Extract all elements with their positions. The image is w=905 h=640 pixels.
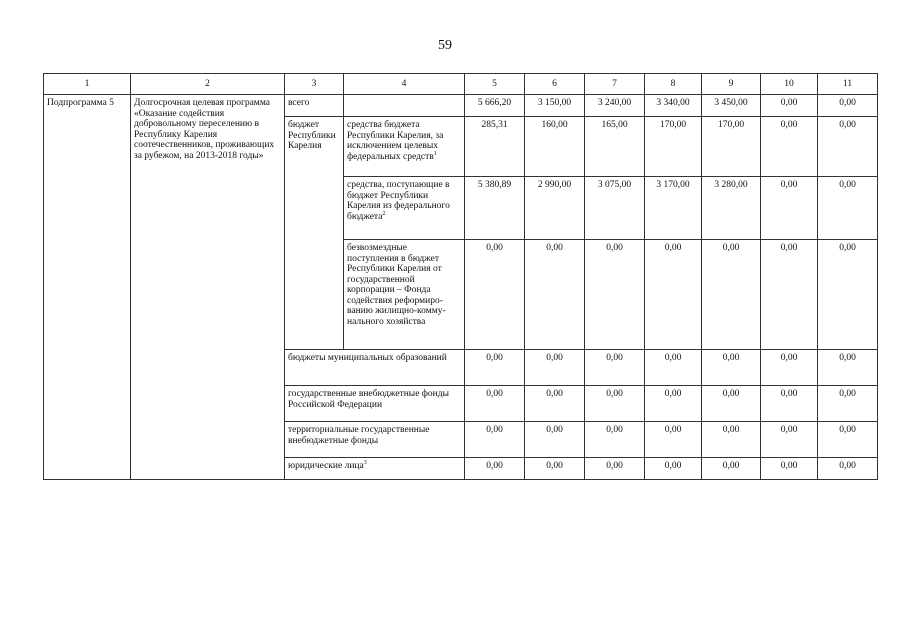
value-cell: 0,00	[525, 458, 585, 480]
program-name: Долгосрочная целевая программа «Оказание содействия добровольному переселению в Республику Карелия соотечественников, проживающих за рубежом, на 2013-2018 годы»	[131, 95, 285, 480]
value-cell: 0,00	[525, 240, 585, 350]
row-sublabel: средства, поступающие в бюджет Республики Карелия из федерального бюджета$^2$	[344, 177, 465, 240]
value-cell: 0,00	[818, 240, 878, 350]
value-cell: 0,00	[761, 458, 818, 480]
value-cell: 3 150,00	[525, 95, 585, 117]
value-cell: 0,00	[525, 422, 585, 458]
value-cell: 285,31	[465, 117, 525, 177]
value-cell: 0,00	[585, 386, 645, 422]
value-cell: 0,00	[645, 350, 702, 386]
program-funding-table	[43, 73, 878, 480]
value-cell: 0,00	[465, 422, 525, 458]
value-cell: 0,00	[702, 240, 761, 350]
row-label: государственные внебюджетные фонды Российской Федерации	[285, 386, 465, 422]
value-cell: 165,00	[585, 117, 645, 177]
value-cell: 0,00	[761, 350, 818, 386]
value-cell: 0,00	[818, 350, 878, 386]
header-cell: 2	[131, 74, 285, 95]
table-row-total	[44, 95, 878, 117]
value-cell: 0,00	[818, 177, 878, 240]
row-sublabel: безвозмездные поступления в бюджет Республики Карелия от государственной корпорации – Фонда содействия реформированию жилищно-коммунального хозяйства	[344, 240, 465, 350]
value-cell: 3 075,00	[585, 177, 645, 240]
value-cell: 0,00	[702, 422, 761, 458]
value-cell: 3 450,00	[702, 95, 761, 117]
row-label: территориальные государственные внебюджетные фонды	[285, 422, 465, 458]
value-cell: 3 240,00	[585, 95, 645, 117]
value-cell: 0,00	[585, 422, 645, 458]
value-cell: 0,00	[465, 386, 525, 422]
value-cell: 0,00	[702, 458, 761, 480]
value-cell: 0,00	[761, 240, 818, 350]
row-label: юридические лица$^3$	[285, 458, 465, 480]
row-sublabel: средства бюджета Республики Карелия, за исключением целевых федеральных средств$^1$	[344, 117, 465, 177]
empty-cell	[344, 95, 465, 117]
value-cell: 0,00	[818, 95, 878, 117]
value-cell: 170,00	[702, 117, 761, 177]
footnote-mark: 1	[433, 150, 437, 157]
value-cell: 0,00	[761, 177, 818, 240]
header-cell: 6	[525, 74, 585, 95]
value-cell: 0,00	[645, 240, 702, 350]
value-cell: 0,00	[465, 458, 525, 480]
value-cell: 0,00	[702, 350, 761, 386]
value-cell: 0,00	[585, 458, 645, 480]
value-cell: 5 380,89	[465, 177, 525, 240]
header-cell: 10	[761, 74, 818, 95]
value-cell: 3 340,00	[645, 95, 702, 117]
header-cell: 5	[465, 74, 525, 95]
value-cell: 0,00	[761, 95, 818, 117]
header-cell: 11	[818, 74, 878, 95]
value-cell: 170,00	[645, 117, 702, 177]
header-cell: 4	[344, 74, 465, 95]
value-cell: 0,00	[465, 350, 525, 386]
value-cell: 0,00	[702, 386, 761, 422]
value-cell: 3 280,00	[702, 177, 761, 240]
header-cell: 1	[44, 74, 131, 95]
value-cell: 0,00	[585, 350, 645, 386]
row-label: бюджеты муниципальных образований	[285, 350, 465, 386]
value-cell: 0,00	[645, 422, 702, 458]
page-number: 59	[438, 38, 452, 53]
value-cell: 0,00	[818, 117, 878, 177]
value-cell: 0,00	[645, 458, 702, 480]
header-cell: 7	[585, 74, 645, 95]
value-cell: 3 170,00	[645, 177, 702, 240]
value-cell: 0,00	[525, 386, 585, 422]
value-cell: 0,00	[585, 240, 645, 350]
value-cell: 0,00	[818, 422, 878, 458]
header-cell: 3	[285, 74, 344, 95]
footnote-mark: 2	[382, 210, 386, 217]
value-cell: 0,00	[818, 386, 878, 422]
value-cell: 2 990,00	[525, 177, 585, 240]
value-cell: 5 666,20	[465, 95, 525, 117]
value-cell: 0,00	[761, 422, 818, 458]
value-cell: 0,00	[645, 386, 702, 422]
program-code: Подпрограмма 5	[44, 95, 131, 480]
row-label: всего	[285, 95, 344, 117]
value-cell: 0,00	[465, 240, 525, 350]
header-row	[44, 74, 878, 95]
value-cell: 0,00	[818, 458, 878, 480]
value-cell: 160,00	[525, 117, 585, 177]
value-cell: 0,00	[761, 117, 818, 177]
row-label: бюджет Республики Карелия	[285, 117, 344, 350]
header-cell: 9	[702, 74, 761, 95]
header-cell: 8	[645, 74, 702, 95]
value-cell: 0,00	[761, 386, 818, 422]
footnote-mark: 3	[363, 459, 367, 466]
value-cell: 0,00	[525, 350, 585, 386]
